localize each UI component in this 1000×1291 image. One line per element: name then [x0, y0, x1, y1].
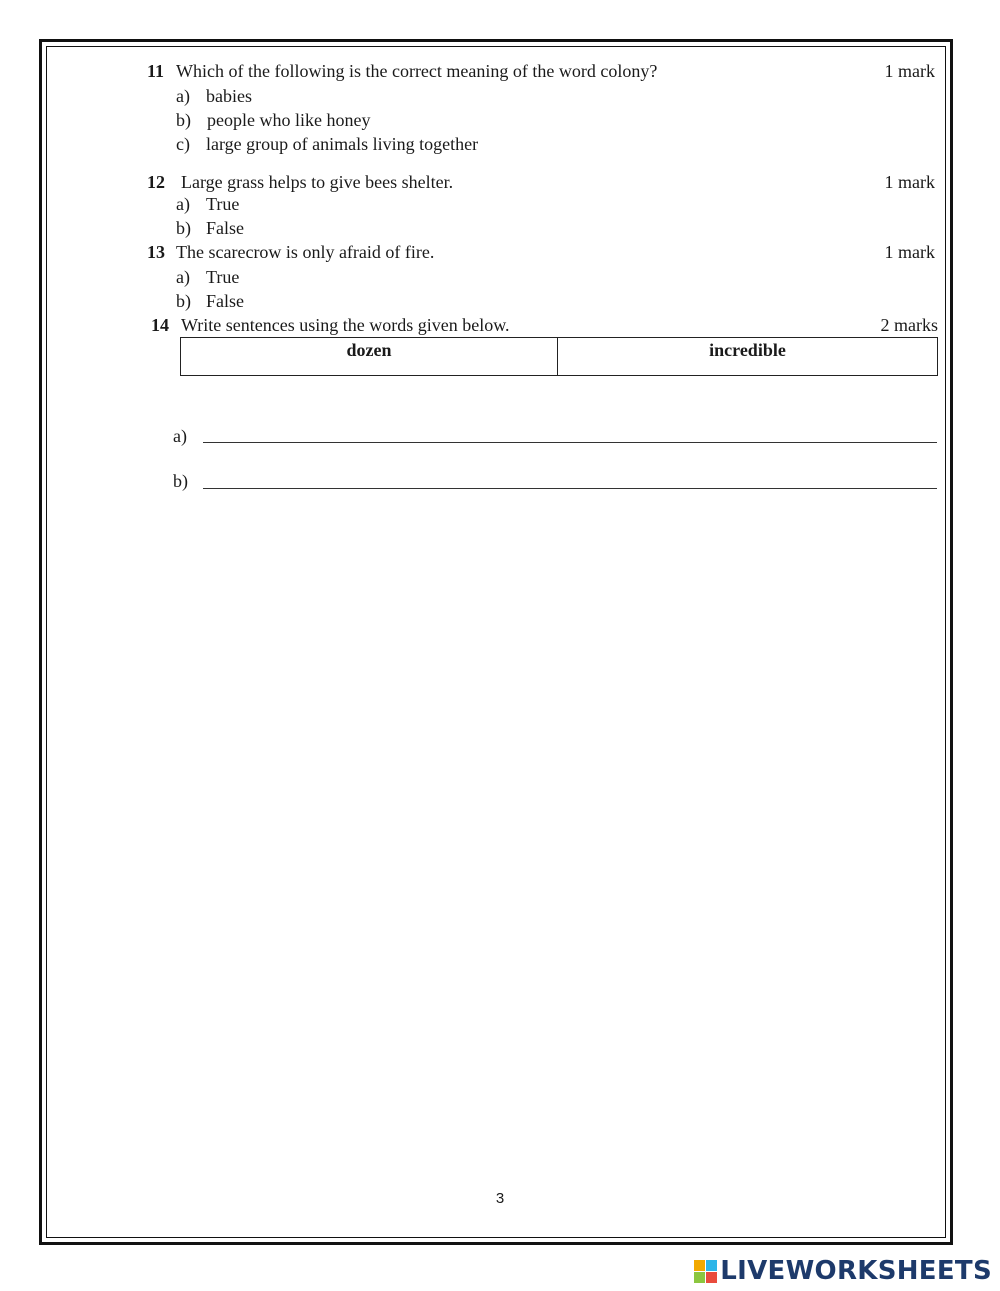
- question-marks: 1 mark: [884, 172, 935, 192]
- question-text: Large grass helps to give bees shelter.: [181, 172, 454, 192]
- page-number: 3: [495, 1190, 505, 1207]
- question-text: Write sentences using the words given below.: [181, 315, 510, 335]
- option-text[interactable]: True: [206, 194, 240, 214]
- option-letter: b): [176, 110, 191, 130]
- word-table: [180, 337, 938, 376]
- question-text: The scarecrow is only afraid of fire.: [176, 242, 435, 262]
- answer-line-a[interactable]: [203, 442, 937, 443]
- answer-letter: b): [173, 471, 188, 491]
- question-text: Which of the following is the correct meaning of the word colony?: [176, 61, 658, 81]
- option-text[interactable]: False: [206, 218, 244, 238]
- option-text[interactable]: large group of animals living together: [206, 134, 479, 154]
- answer-line-b[interactable]: [203, 488, 937, 489]
- liveworksheets-watermark: [694, 1256, 992, 1286]
- option-letter: c): [176, 134, 190, 154]
- question-number: 14: [151, 315, 169, 335]
- question-marks: 1 mark: [884, 61, 935, 81]
- word-cell-incredible: incredible: [709, 340, 786, 360]
- option-letter: b): [176, 291, 191, 311]
- answer-letter: a): [173, 426, 187, 446]
- option-letter: a): [176, 194, 190, 214]
- question-number: 13: [147, 242, 165, 262]
- option-letter: a): [176, 86, 190, 106]
- question-number: 12: [147, 172, 165, 192]
- liveworksheets-logo-icon: [694, 1260, 717, 1283]
- option-letter: a): [176, 267, 190, 287]
- option-text[interactable]: babies: [206, 86, 252, 106]
- question-marks: 1 mark: [884, 242, 935, 262]
- option-text[interactable]: True: [206, 267, 240, 287]
- watermark-text: LIVEWORKSHEETS: [720, 1256, 992, 1286]
- question-number: 11: [147, 61, 165, 81]
- option-text[interactable]: False: [206, 291, 244, 311]
- option-text[interactable]: people who like honey: [207, 110, 371, 130]
- question-marks: 2 marks: [880, 315, 938, 335]
- option-letter: b): [176, 218, 191, 238]
- word-cell-dozen: dozen: [181, 338, 558, 375]
